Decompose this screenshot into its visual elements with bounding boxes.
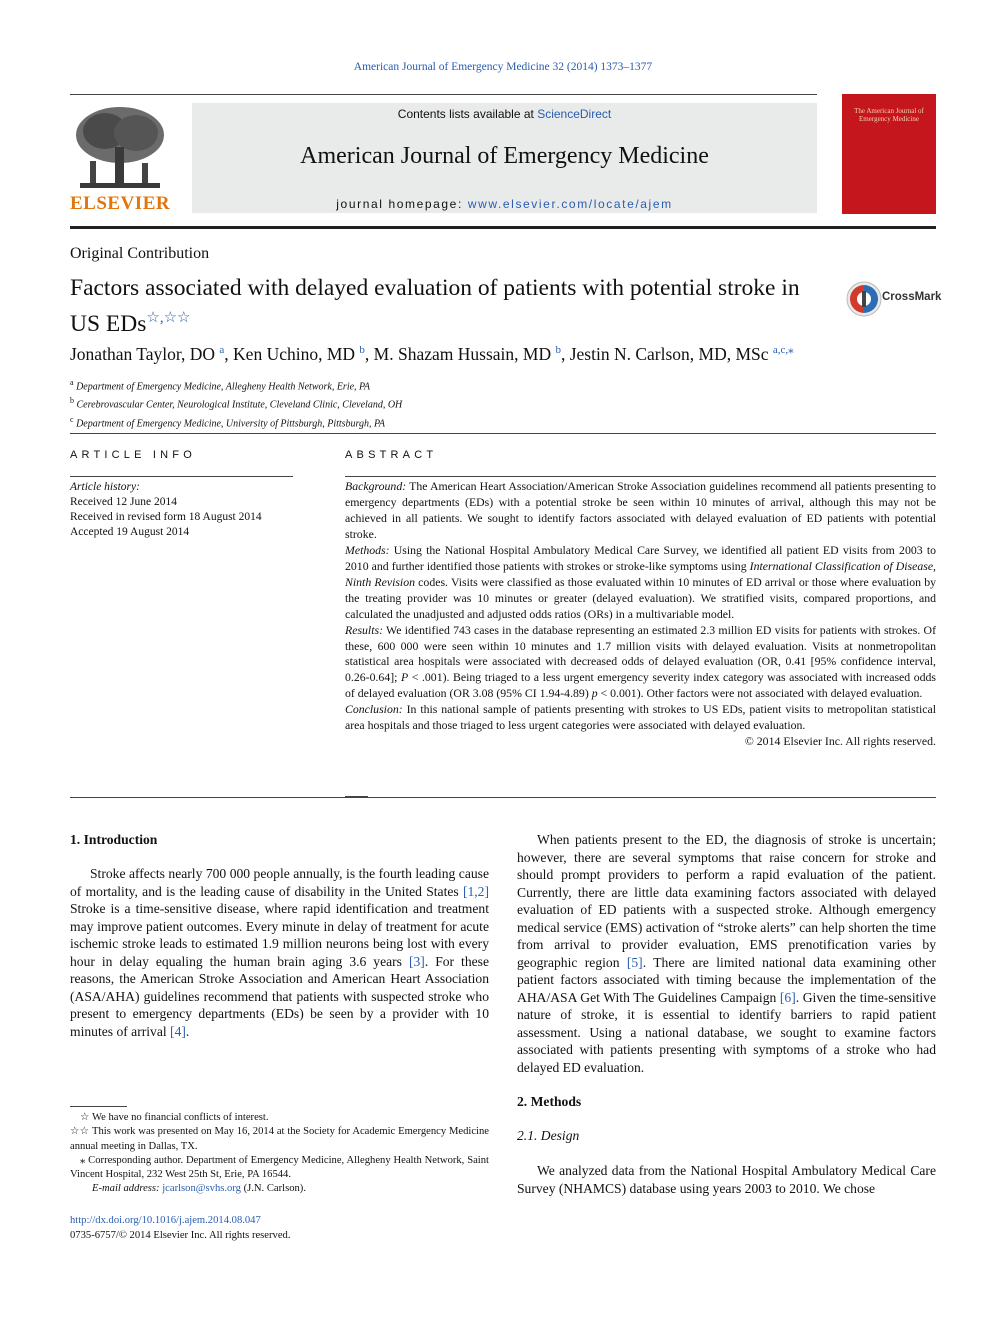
abstract-heading: ABSTRACT — [345, 449, 438, 461]
author-affil-mark[interactable]: a,c,⁎ — [772, 344, 794, 356]
affiliation-text: Department of Emergency Medicine, Allegheny Health Network, Erie, PA — [76, 381, 370, 393]
affiliation-mark: b — [70, 396, 74, 406]
footnote — [70, 1125, 489, 1154]
sciencedirect-link[interactable]: ScienceDirect — [537, 107, 612, 121]
author-list — [70, 343, 794, 365]
abstract-conclusion — [345, 702, 936, 734]
body-text: . — [185, 1023, 190, 1039]
footnote-mark: ☆☆ — [70, 1126, 90, 1138]
abstract-text: < .001). Being triaged to a less urgent emergency severity index category was associated with increased odds of delayed evaluation (OR 3.08 (95% CI 1.94-4.89) — [345, 670, 937, 701]
abstract-label: Methods: — [345, 542, 390, 557]
body-paragraph — [70, 865, 489, 1040]
footnote-email — [70, 1182, 489, 1196]
footnote — [70, 1154, 489, 1183]
history-revised: Received in revised form 18 August 2014 — [70, 511, 262, 523]
doi-link[interactable]: http://dx.doi.org/10.1016/j.ajem.2014.08.047 — [70, 1215, 261, 1226]
body-text: Stroke is a time-sensitive disease, where rapid identification and treatment may improve patient outcomes. Every minute in delay of treatment for acute ischemic stroke leads to estimated 1.9 million neurons being lost with every hour in delay equaling the human brain aging 3.6 years — [70, 901, 489, 969]
abstract-copyright: © 2014 Elsevier Inc. All rights reserved. — [744, 734, 936, 749]
citation-link[interactable]: [5] — [626, 954, 643, 970]
body-text: . There are limited national data examining other patient factors associated with timing because the implementation of the AHA/ASA Get With The Guidelines Campaign — [517, 954, 936, 1005]
abstract-italic: P — [400, 670, 409, 685]
abstract-results — [345, 623, 936, 703]
abstract-text: Using the National Hospital Ambulatory Medical Care Survey, we identified all patient ED visits from 2003 to 2010 and further identified those patients with strokes or stroke-like symptoms using — [345, 542, 936, 573]
section-rule — [70, 433, 936, 434]
abstract-rule — [345, 476, 936, 477]
author-separator: , — [224, 343, 234, 364]
contents-prefix: Contents lists available at — [397, 107, 538, 121]
footnote-text: This work was presented on May 16, 2014 at the Society for Academic Emergency Medicine annual meeting in Dallas, TX. — [70, 1126, 489, 1152]
affiliation-mark: a — [70, 378, 74, 387]
affiliations — [70, 376, 402, 431]
journal-homepage — [192, 197, 817, 211]
abstract-text: In this national sample of patients presenting with strokes to US EDs, patient visits to metropolitan statistical area hospitals and those triaged to less urgent categories were associated with delayed evaluation. — [345, 702, 936, 733]
affiliation-mark: c — [70, 414, 74, 424]
design-subheading: 2.1. Design — [517, 1128, 580, 1143]
history-accepted: Accepted 19 August 2014 — [70, 526, 190, 538]
body-text: We analyzed data from the National Hospital Ambulatory Medical Care Survey (NHAMCS) database using years 2003 to 2010. We chose — [517, 1163, 936, 1196]
article-info-rule — [70, 476, 293, 477]
crossmark-icon[interactable] — [846, 281, 882, 317]
footnote-rule — [70, 1106, 127, 1107]
article-title — [70, 273, 830, 339]
abstract-label: Background: — [345, 479, 407, 493]
abstract-text: The American Heart Association/American Stroke Association guidelines recommend all patients presenting to emergency departments (EDs) with a potential stroke be seen within 10 minutes of arrival, although this may not be achieved in all patients. We sought to identify factors associated with delayed evaluation of ED patients with potential stroke. — [345, 479, 936, 541]
abstract-body — [345, 479, 936, 750]
homepage-link[interactable]: www.elsevier.com/locate/ajem — [467, 197, 673, 211]
design-paragraph — [517, 1162, 936, 1197]
homepage-prefix: journal homepage: — [336, 197, 468, 211]
footnote-mark: ⁎ — [80, 1154, 86, 1166]
journal-citation[interactable]: American Journal of Emergency Medicine 32 (2014) 1373–1377 — [353, 61, 653, 73]
footnote-text: We have no financial conflicts of interest. — [89, 1112, 269, 1123]
history-label: Article history: — [70, 481, 140, 493]
body-column-left — [70, 865, 489, 1040]
article-type: Original Contribution — [70, 245, 210, 262]
author-affil-mark[interactable]: a — [219, 344, 225, 356]
body-text: Stroke affects nearly 700 000 people annually, is the fourth leading cause of mortality, and is the leading cause of disability in the United States — [70, 866, 489, 899]
citation-link[interactable]: [1,2] — [462, 883, 489, 899]
contents-line — [192, 107, 817, 121]
title-footnote-marks[interactable]: ☆,☆☆ — [146, 310, 191, 326]
citation-link[interactable]: [4] — [170, 1023, 186, 1039]
body-column-right — [517, 831, 936, 1076]
abstract-background — [345, 479, 936, 543]
abstract-italic: p — [591, 686, 598, 701]
abstract-italic: International Classification of Disease, Ninth Revision — [345, 558, 937, 589]
history-received: Received 12 June 2014 — [70, 496, 177, 508]
abstract-label: Conclusion: — [345, 702, 403, 717]
abstract-text: < 0.001). Other factors were not associated with delayed evaluation. — [597, 686, 923, 701]
methods-heading: 2. Methods — [517, 1094, 582, 1109]
author-affil-mark[interactable]: b — [555, 344, 561, 356]
author-name[interactable]: Jonathan Taylor, DO — [70, 343, 220, 364]
article-title-text: Factors associated with delayed evaluation of patients with potential stroke in US EDs — [70, 275, 800, 337]
affiliation-item — [70, 376, 402, 394]
header-rule — [70, 94, 817, 95]
author-name[interactable]: Jestin N. Carlson, MD, MSc — [569, 343, 773, 364]
body-text: . Given the time-sensitive nature of stroke, it is essential to identify barriers to rapid patient assessment. Using a national database, we sought to examine factors associated with patients presenting with symptoms of a stroke who had delayed ED evaluation. — [517, 989, 936, 1075]
affiliation-item — [70, 394, 402, 412]
citation-link[interactable]: [6] — [779, 989, 796, 1005]
affiliation-text: Cerebrovascular Center, Neurological Institute, Cleveland Clinic, Cleveland, OH — [76, 399, 403, 411]
email-suffix: (J.N. Carlson). — [240, 1183, 306, 1195]
footnote — [70, 1111, 489, 1125]
author-separator: , — [364, 343, 374, 364]
abstract-methods — [345, 543, 936, 623]
abstract-text: codes. Visits were classified as those evaluated within 10 minutes of ED arrival or those where evaluation by the treating provider was 10 minutes or greater (delayed evaluation). We stratified visits, compared proportions, and calculated the unadjusted and adjusted odds ratios (ORs) in a multivariable model. — [345, 574, 936, 621]
abstract-text: We identified 743 cases in the database representing an estimated 2.3 million ED visits for patients with strokes. Of these, 600 000 were seen within 10 minutes and 1.7 million visits with delayed evaluation. Visits at nonmetropolitan statistical area hospitals were associated with decreased odds of delayed evaluation (OR, 0.41 [95% confidence interval, 0.26-0.64]; — [345, 622, 936, 685]
citation-link[interactable]: [3] — [408, 953, 425, 969]
article-history — [70, 480, 262, 540]
body-paragraph — [517, 831, 936, 1076]
publisher-name: ELSEVIER — [70, 193, 171, 214]
body-text: . For these reasons, the American Stroke Association and American Heart Association (ASA/AHA) guidelines recommend that patients with suspected stroke who present to emergency departments (EDs) be seen by a provider with 10 minutes of arrival — [70, 953, 489, 1039]
doi-block — [70, 1214, 290, 1243]
body-text: When patients present to the ED, the diagnosis of stroke is uncertain; however, there are several symptoms that raise concern for stroke and should prompt providers to perform a rapid evaluation of the patient. Currently, there are little data examining factors associated with delayed evaluation of ED patients with a suspected stroke. Although emergency medical service (EMS) activation of “stroke alerts” can help shorten the time from arrival to provider evaluation, EMS prenotification varies by geographic region — [517, 832, 936, 970]
email-link[interactable]: jcarlson@svhs.org — [162, 1183, 241, 1195]
footnote-text: Corresponding author. Department of Emergency Medicine, Allegheny Health Network, Saint Vincent Hospital, 232 West 25th St, Erie, PA 16544. — [70, 1154, 489, 1181]
abstract-label: Results: — [345, 622, 384, 637]
author-affil-mark[interactable]: b — [359, 344, 365, 356]
journal-cover-title: The American Journal of Emergency Medicine — [854, 107, 924, 123]
issn-line: 0735-6757/© 2014 Elsevier Inc. All rights reserved. — [70, 1229, 291, 1241]
email-label: E-mail address: — [92, 1183, 160, 1195]
footnotes — [70, 1111, 489, 1197]
footnote-mark: ☆ — [80, 1112, 90, 1123]
journal-title: American Journal of Emergency Medicine — [300, 143, 709, 169]
introduction-heading: 1. Introduction — [70, 832, 158, 847]
article-info-heading: ARTICLE INFO — [70, 449, 196, 461]
affiliation-text: Department of Emergency Medicine, University of Pittsburgh, Pittsburgh, PA — [76, 417, 385, 429]
author-name[interactable]: M. Shazam Hussain, MD — [373, 343, 556, 364]
affiliation-item — [70, 413, 402, 431]
crossmark-label[interactable]: CrossMark — [882, 291, 942, 303]
abstract-bottom-rule — [70, 797, 936, 798]
header-bottom-rule — [70, 226, 936, 229]
author-separator: , — [560, 343, 570, 364]
author-name[interactable]: Ken Uchino, MD — [233, 343, 360, 364]
